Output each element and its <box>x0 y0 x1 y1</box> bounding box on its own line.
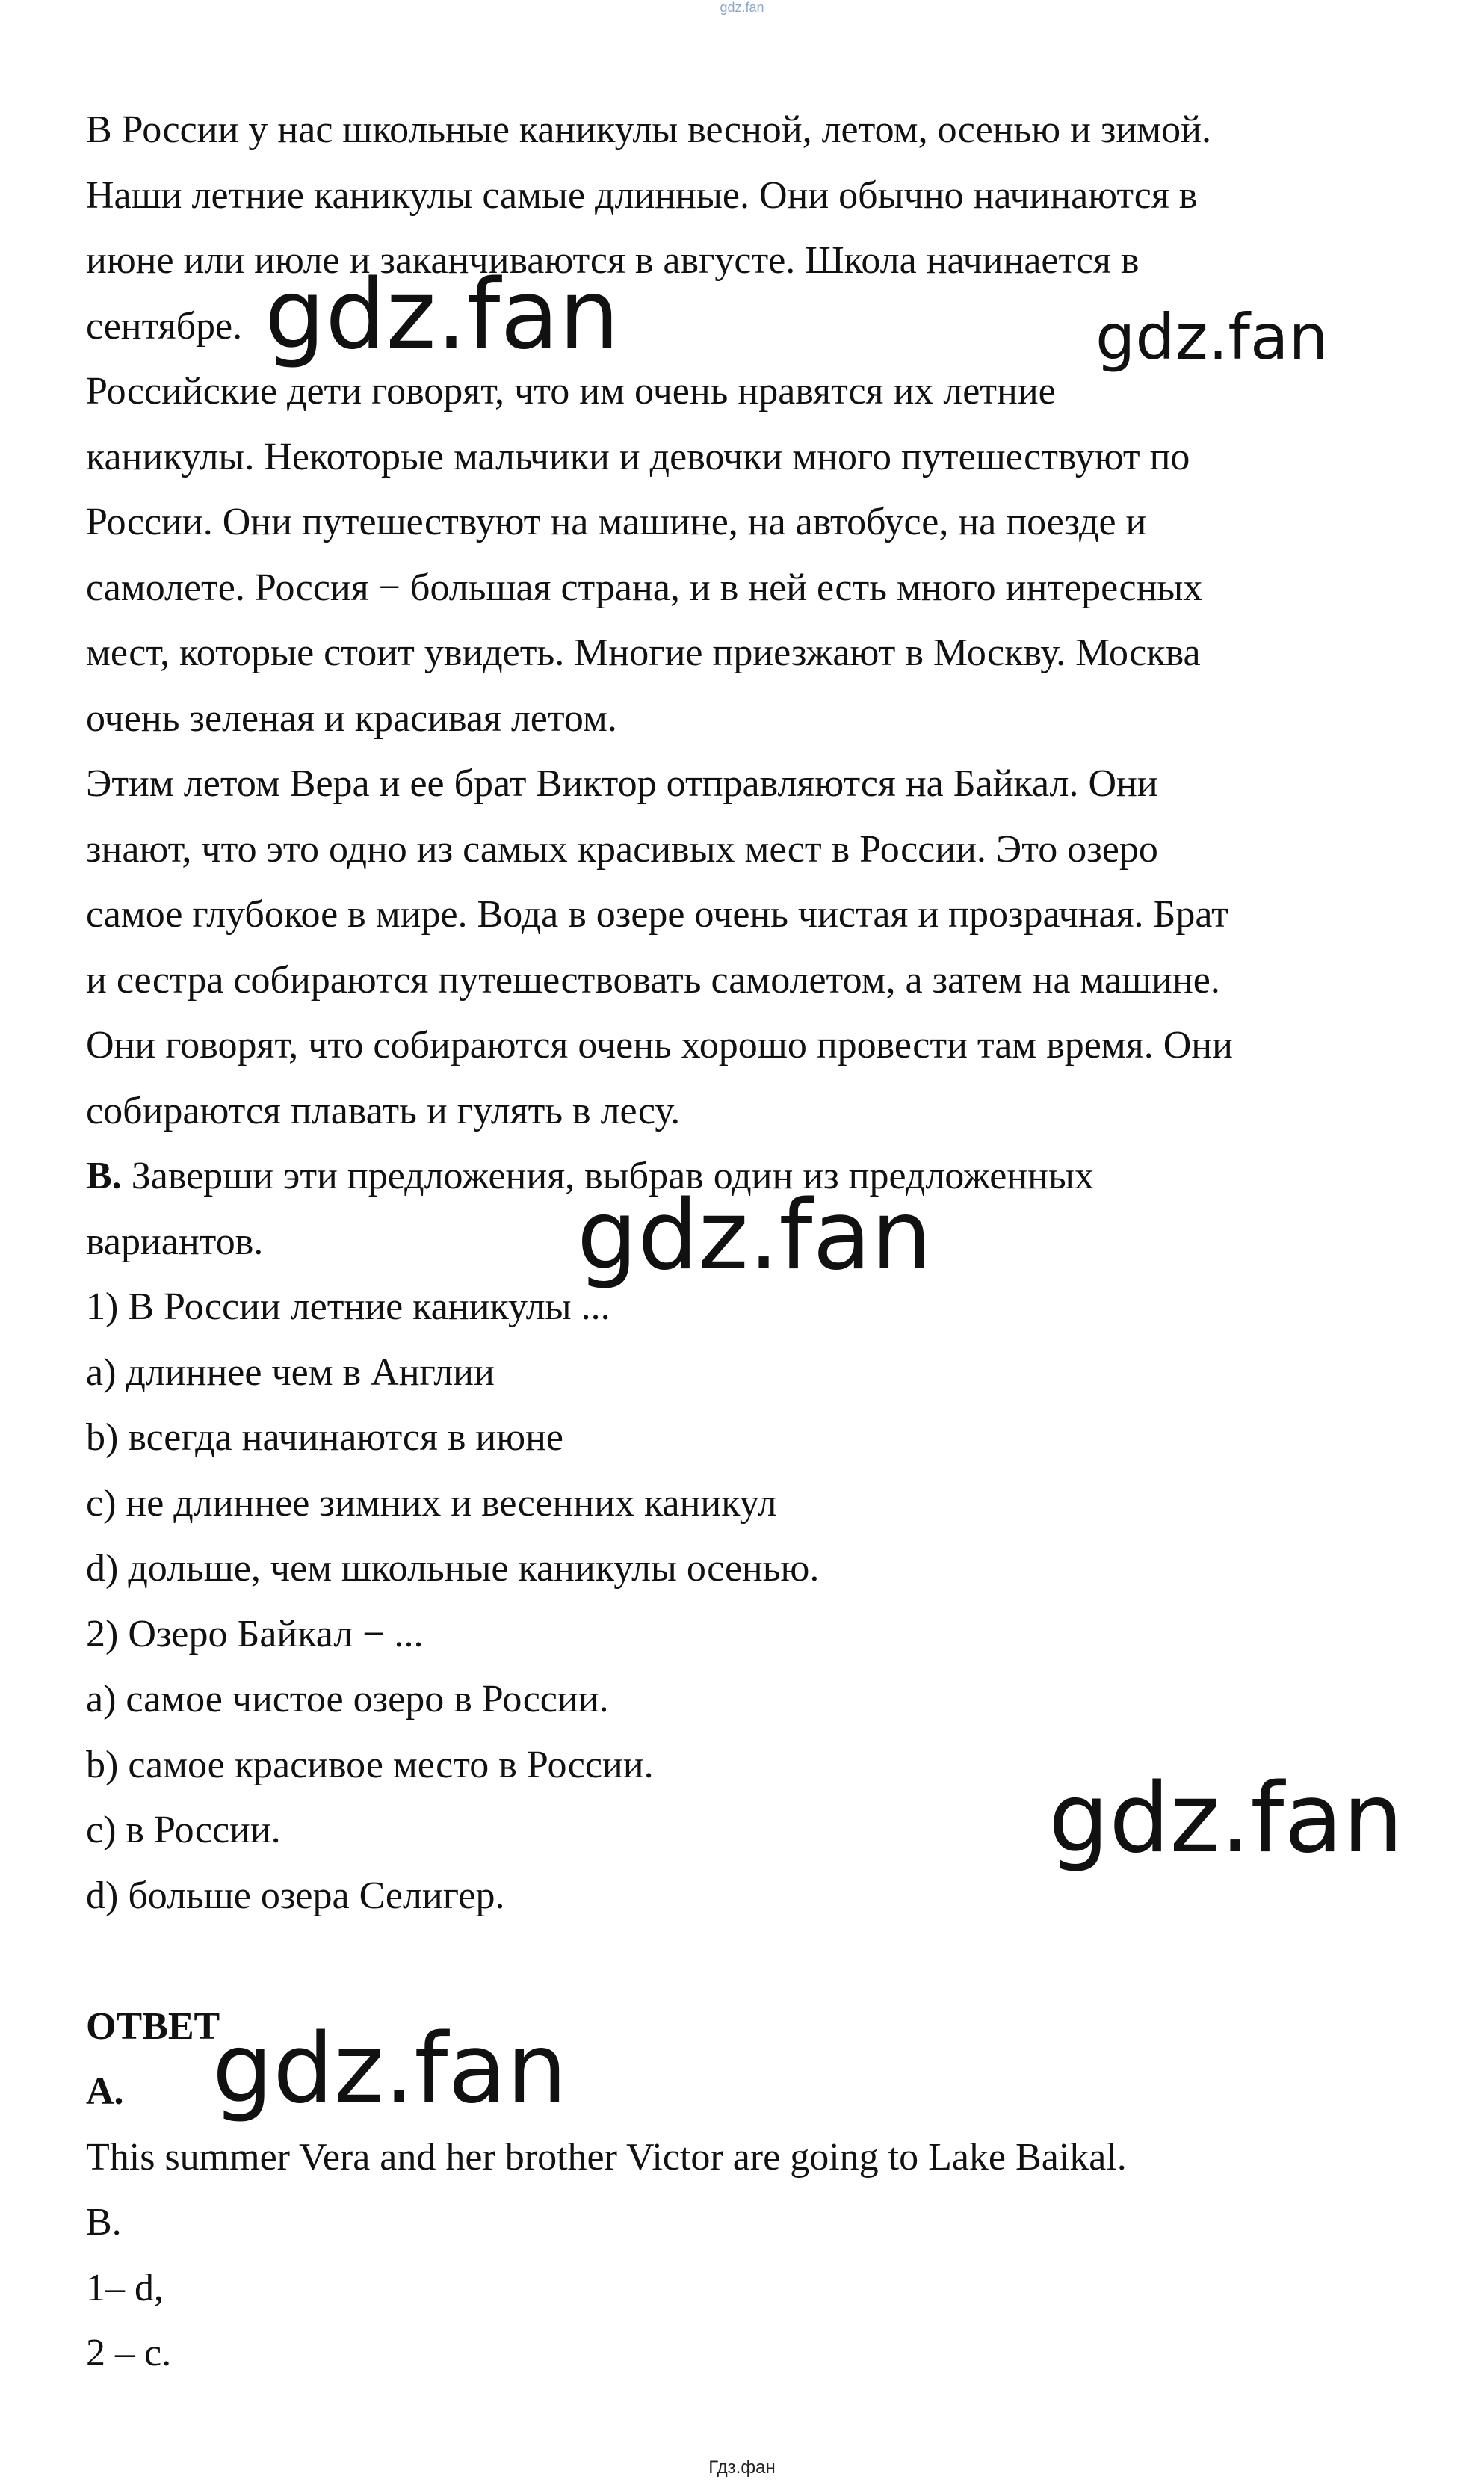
text-line: сентябре. <box>86 304 243 348</box>
answer-b-item: 1– d, <box>86 2266 164 2309</box>
text-line: собираются плавать и гулять в лесу. <box>86 1089 681 1132</box>
answer-heading: ОТВЕТ <box>86 2004 220 2048</box>
watermark: gdz.fan <box>1095 300 1329 374</box>
option-b: b) самое красивое место в России. <box>86 1743 654 1786</box>
question-stem: 1) В России летние каникулы ... <box>86 1285 610 1328</box>
footer-watermark: Гдз.фан <box>708 2457 776 2478</box>
text-line: каникулы. Некоторые мальчики и девочки много путешествуют по <box>86 435 1190 478</box>
text-line: самое глубокое в мире. Вода в озере очень чистая и прозрачная. Брат <box>86 893 1228 936</box>
text-line: Наши летние каникулы самые длинные. Они обычно начинаются в <box>86 173 1198 217</box>
answer-b-label: B. <box>86 2201 122 2244</box>
watermark: gdz.fan <box>577 1180 932 1291</box>
option-c: c) не длиннее зимних и весенних каникул <box>86 1481 777 1525</box>
task-b-label: B. <box>86 1155 122 1197</box>
text-line: июне или июле и заканчиваются в августе. Школа начинается в <box>86 239 1140 282</box>
text-line: самолете. Россия − большая страна, и в ней есть много интересных <box>86 566 1203 609</box>
text-line: знают, что это одно из самых красивых мест в России. Это озеро <box>86 827 1158 871</box>
option-d: d) больше озера Селигер. <box>86 1874 505 1917</box>
spacer <box>86 1928 1416 1994</box>
option-a: a) длиннее чем в Англии <box>86 1351 495 1394</box>
text-line: мест, которые стоит увидеть. Многие приезжают в Москву. Москва <box>86 632 1201 674</box>
option-b: b) всегда начинаются в июне <box>86 1416 564 1459</box>
instruction-text: Заверши эти предложения, выбрав один из предложенных <box>121 1155 1094 1197</box>
watermark: gdz.fan <box>265 259 619 371</box>
watermark: gdz.fan <box>1048 1763 1403 1874</box>
option-a: a) самое чистое озеро в России. <box>86 1678 609 1720</box>
paragraph-2 <box>86 359 1416 751</box>
text-line: Этим летом Вера и ее брат Виктор отправляются на Байкал. Они <box>86 762 1158 805</box>
header-watermark: gdz.fan <box>720 0 764 15</box>
text-line: Они говорят, что собираются очень хорошо провести там время. Они <box>86 1024 1233 1066</box>
answer-b-item: 2 – c. <box>86 2332 172 2374</box>
text-line: очень зеленая и красивая летом. <box>86 697 617 740</box>
instruction-line: вариантов. <box>86 1220 264 1263</box>
question-stem: 2) Озеро Байкал − ... <box>86 1612 424 1655</box>
watermark: gdz.fan <box>212 2013 567 2125</box>
option-c: c) в России. <box>86 1809 281 1851</box>
question-1 <box>86 1274 1416 1602</box>
text-line: В России у нас школьные каникулы весной, летом, осенью и зимой. <box>86 108 1211 151</box>
answer-a-label: A. <box>86 2070 124 2113</box>
paragraph-3 <box>86 751 1416 1143</box>
answer-a-text: This summer Vera and her brother Victor are going to Lake Baikal. <box>86 2135 1127 2179</box>
text-line: России. Они путешествуют на машине, на автобусе, на поезде и <box>86 501 1147 543</box>
option-d: d) дольше, чем школьные каникулы осенью. <box>86 1547 820 1590</box>
text-line: Российские дети говорят, что им очень нравятся их летние <box>86 370 1056 413</box>
text-line: и сестра собираются путешествовать самолетом, а затем на машине. <box>86 958 1220 1001</box>
